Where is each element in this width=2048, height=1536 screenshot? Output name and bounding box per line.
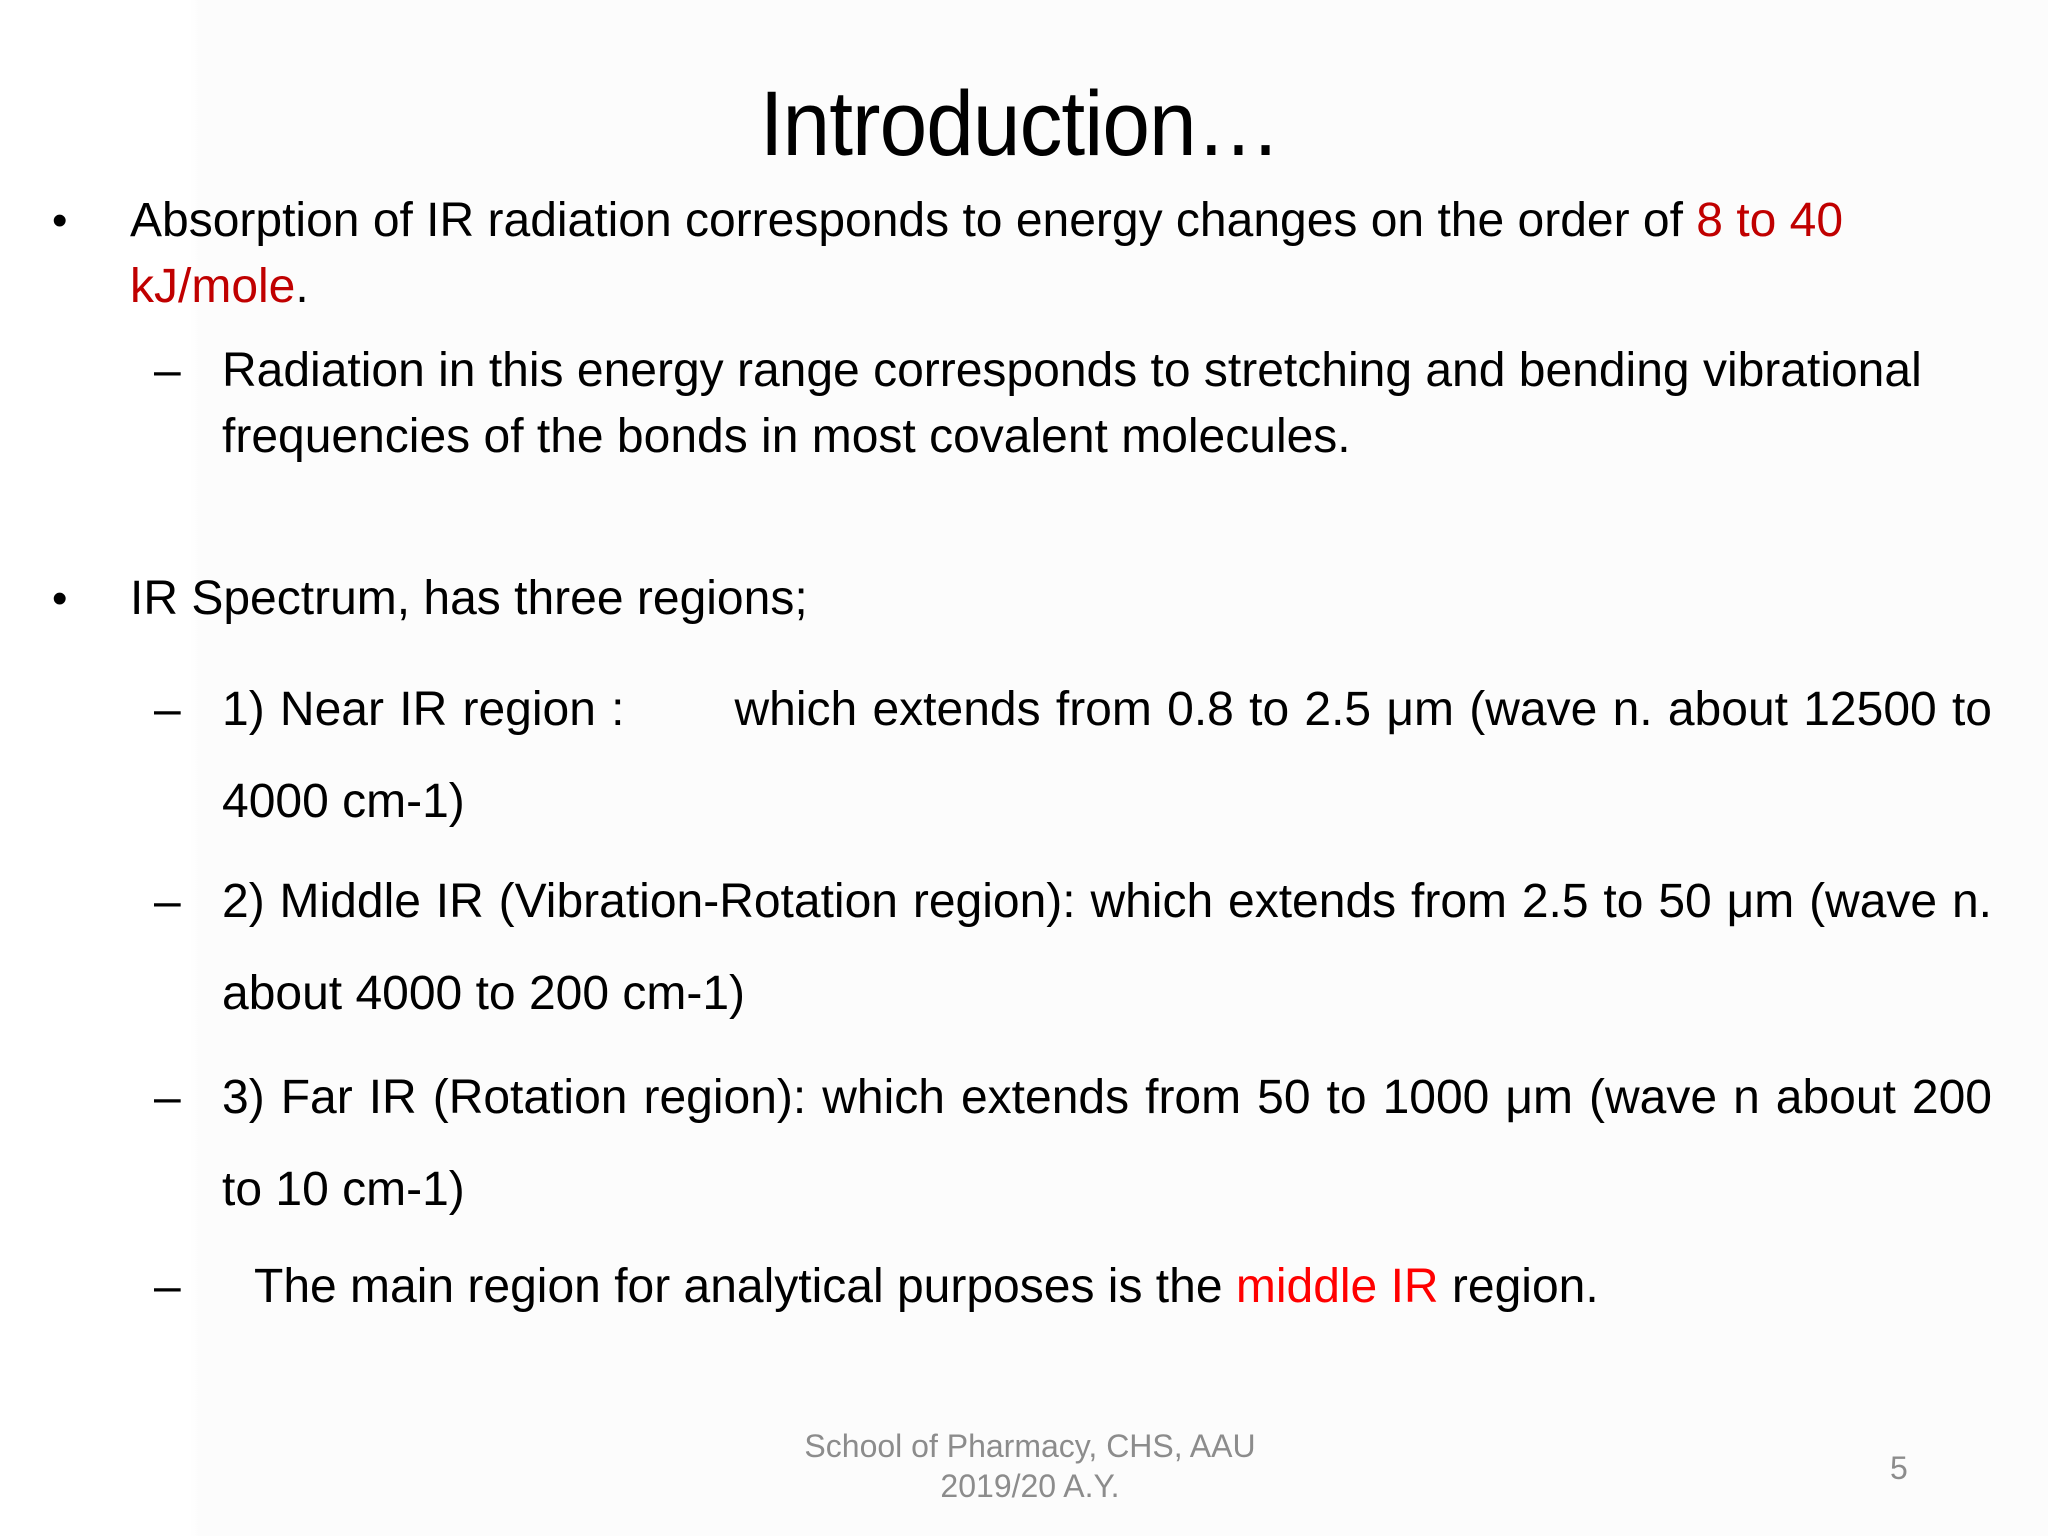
dash-icon: – [154,683,181,736]
bullet-ir-spectrum-text: IR Spectrum, has three regions; [130,572,808,625]
bullet-absorption [52,188,2010,320]
footer [720,1426,1340,1506]
main-region-end: region. [1438,1260,1599,1313]
main-region-text: The main region for analytical purposes is the [254,1260,1236,1313]
sub-radiation-text: Radiation in this energy range corresponds to stretching and bending vibrational frequencies of the bonds in most covalent molecules. [222,344,1922,463]
sub-main-region [154,1254,1992,1320]
bullet-dot-icon: • [52,196,68,245]
sub-near-ir [154,664,1992,848]
sub-far-ir [154,1052,1992,1236]
bullet-absorption-text: Absorption of IR radiation corresponds to energy changes on the order of [130,194,1697,247]
middle-ir-highlight: middle IR [1235,1260,1439,1313]
footer-year: 2019/20 A.Y. [940,1468,1120,1504]
dash-icon: – [154,344,181,397]
footer-school: School of Pharmacy, CHS, AAU [804,1428,1256,1464]
energy-range-highlight: 8 to 40 kJ/mole [130,194,1844,313]
near-ir-label: 1) Near IR region : [222,683,625,736]
dash-icon: – [154,875,181,928]
dash-icon: – [154,1071,181,1124]
middle-ir-text: 2) Middle IR (Vibration-Rotation region): which extends from 2.5 to 50 μm (wave n. about 4000 to 200 cm-1) [222,875,1992,1020]
dash-icon: – [154,1260,181,1313]
bullet-ir-spectrum [52,566,2010,632]
near-ir-text: which extends from 0.8 to 2.5 μm (wave n. about 12500 to 4000 cm-1) [222,683,1992,828]
sub-middle-ir [154,856,1992,1040]
page-number: 5 [1890,1450,1908,1486]
bullet-dot-icon: • [52,574,68,623]
far-ir-text: 3) Far IR (Rotation region): which extends from 50 to 1000 μm (wave n about 200 to 10 cm-1) [222,1071,1992,1216]
sub-radiation [154,338,2002,470]
slide-title: Introduction… [759,73,1281,175]
bullet-absorption-end: . [295,260,309,313]
